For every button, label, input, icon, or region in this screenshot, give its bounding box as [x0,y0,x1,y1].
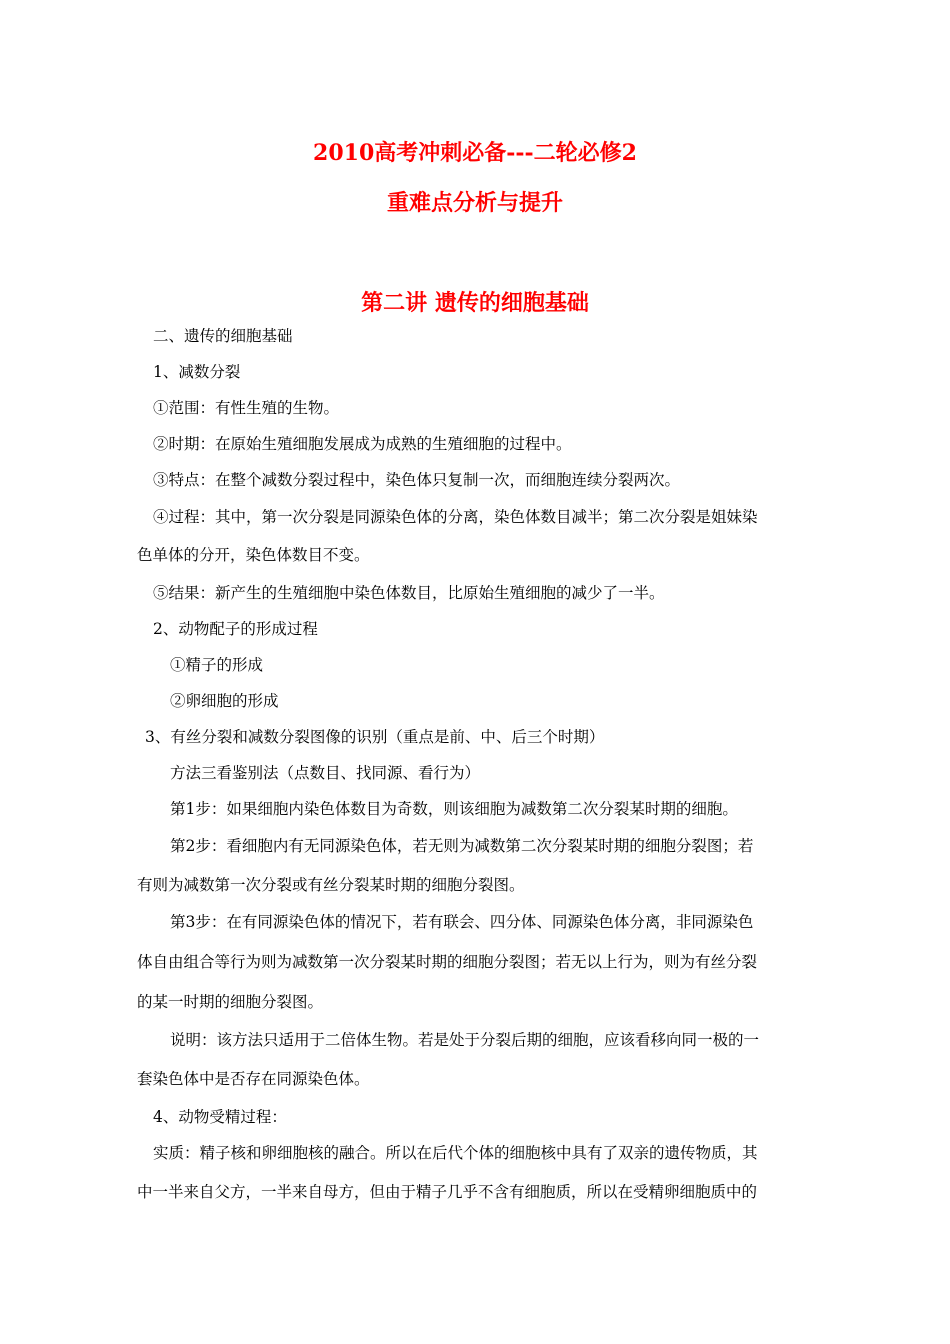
paragraph-line: ④过程：其中，第一次分裂是同源染色体的分离，染色体数目减半；第二次分裂是姐妹染 [153,508,758,526]
paragraph-line: 方法三看鉴别法（点数目、找同源、看行为） [170,764,481,782]
paragraph-line: 色单体的分开，染色体数目不变。 [137,546,370,564]
paragraph-line: 第2步：看细胞内有无同源染色体，若无则为减数第二次分裂某时期的细胞分裂图；若 [170,837,754,855]
paragraph-line: 说明：该方法只适用于二倍体生物。若是处于分裂后期的细胞，应该看移向同一极的一 [170,1031,760,1049]
paragraph-line: 实质：精子核和卵细胞核的融合。所以在后代个体的细胞核中具有了双亲的遗传物质，其 [153,1144,758,1162]
paragraph-line: 有则为减数第一次分裂或有丝分裂某时期的细胞分裂图。 [137,876,525,894]
paragraph-line: 体自由组合等行为则为减数第一次分裂某时期的细胞分裂图；若无以上行为，则为有丝分裂 [137,953,758,971]
paragraph-line: 中一半来自父方，一半来自母方，但由于精子几乎不含有细胞质，所以在受精卵细胞质中的 [137,1183,758,1201]
document-subtitle: 重难点分析与提升 [386,190,563,216]
paragraph-line: 的某一时期的细胞分裂图。 [137,993,324,1011]
paragraph-line: 第1步：如果细胞内染色体数目为奇数，则该细胞为减数第二次分裂某时期的细胞。 [170,800,738,818]
subsection-heading: 3、有丝分裂和减数分裂图像的识别（重点是前、中、后三个时期） [145,728,605,746]
lecture-title: 第二讲 遗传的细胞基础 [361,290,589,316]
list-item: ①精子的形成 [170,656,264,674]
paragraph-line: 第3步：在有同源染色体的情况下，若有联会、四分体、同源染色体分离，非同源染色 [170,913,754,931]
list-item: ②卵细胞的形成 [170,692,279,710]
paragraph-line: ②时期：在原始生殖细胞发展成为成熟的生殖细胞的过程中。 [153,435,572,453]
paragraph-line: ③特点：在整个减数分裂过程中，染色体只复制一次，而细胞连续分裂两次。 [153,471,681,489]
paragraph-line: ⑤结果：新产生的生殖细胞中染色体数目，比原始生殖细胞的减少了一半。 [153,584,665,602]
document-title: 2010高考冲刺必备---二轮必修2 [313,140,637,166]
paragraph-line: 套染色体中是否存在同源染色体。 [137,1070,370,1088]
subsection-heading: 1、减数分裂 [153,363,241,381]
subsection-heading: 2、动物配子的形成过程 [153,620,318,638]
paragraph-line: ①范围：有性生殖的生物。 [153,399,340,417]
subsection-heading: 4、动物受精过程： [153,1108,287,1126]
section-heading: 二、遗传的细胞基础 [153,327,293,345]
